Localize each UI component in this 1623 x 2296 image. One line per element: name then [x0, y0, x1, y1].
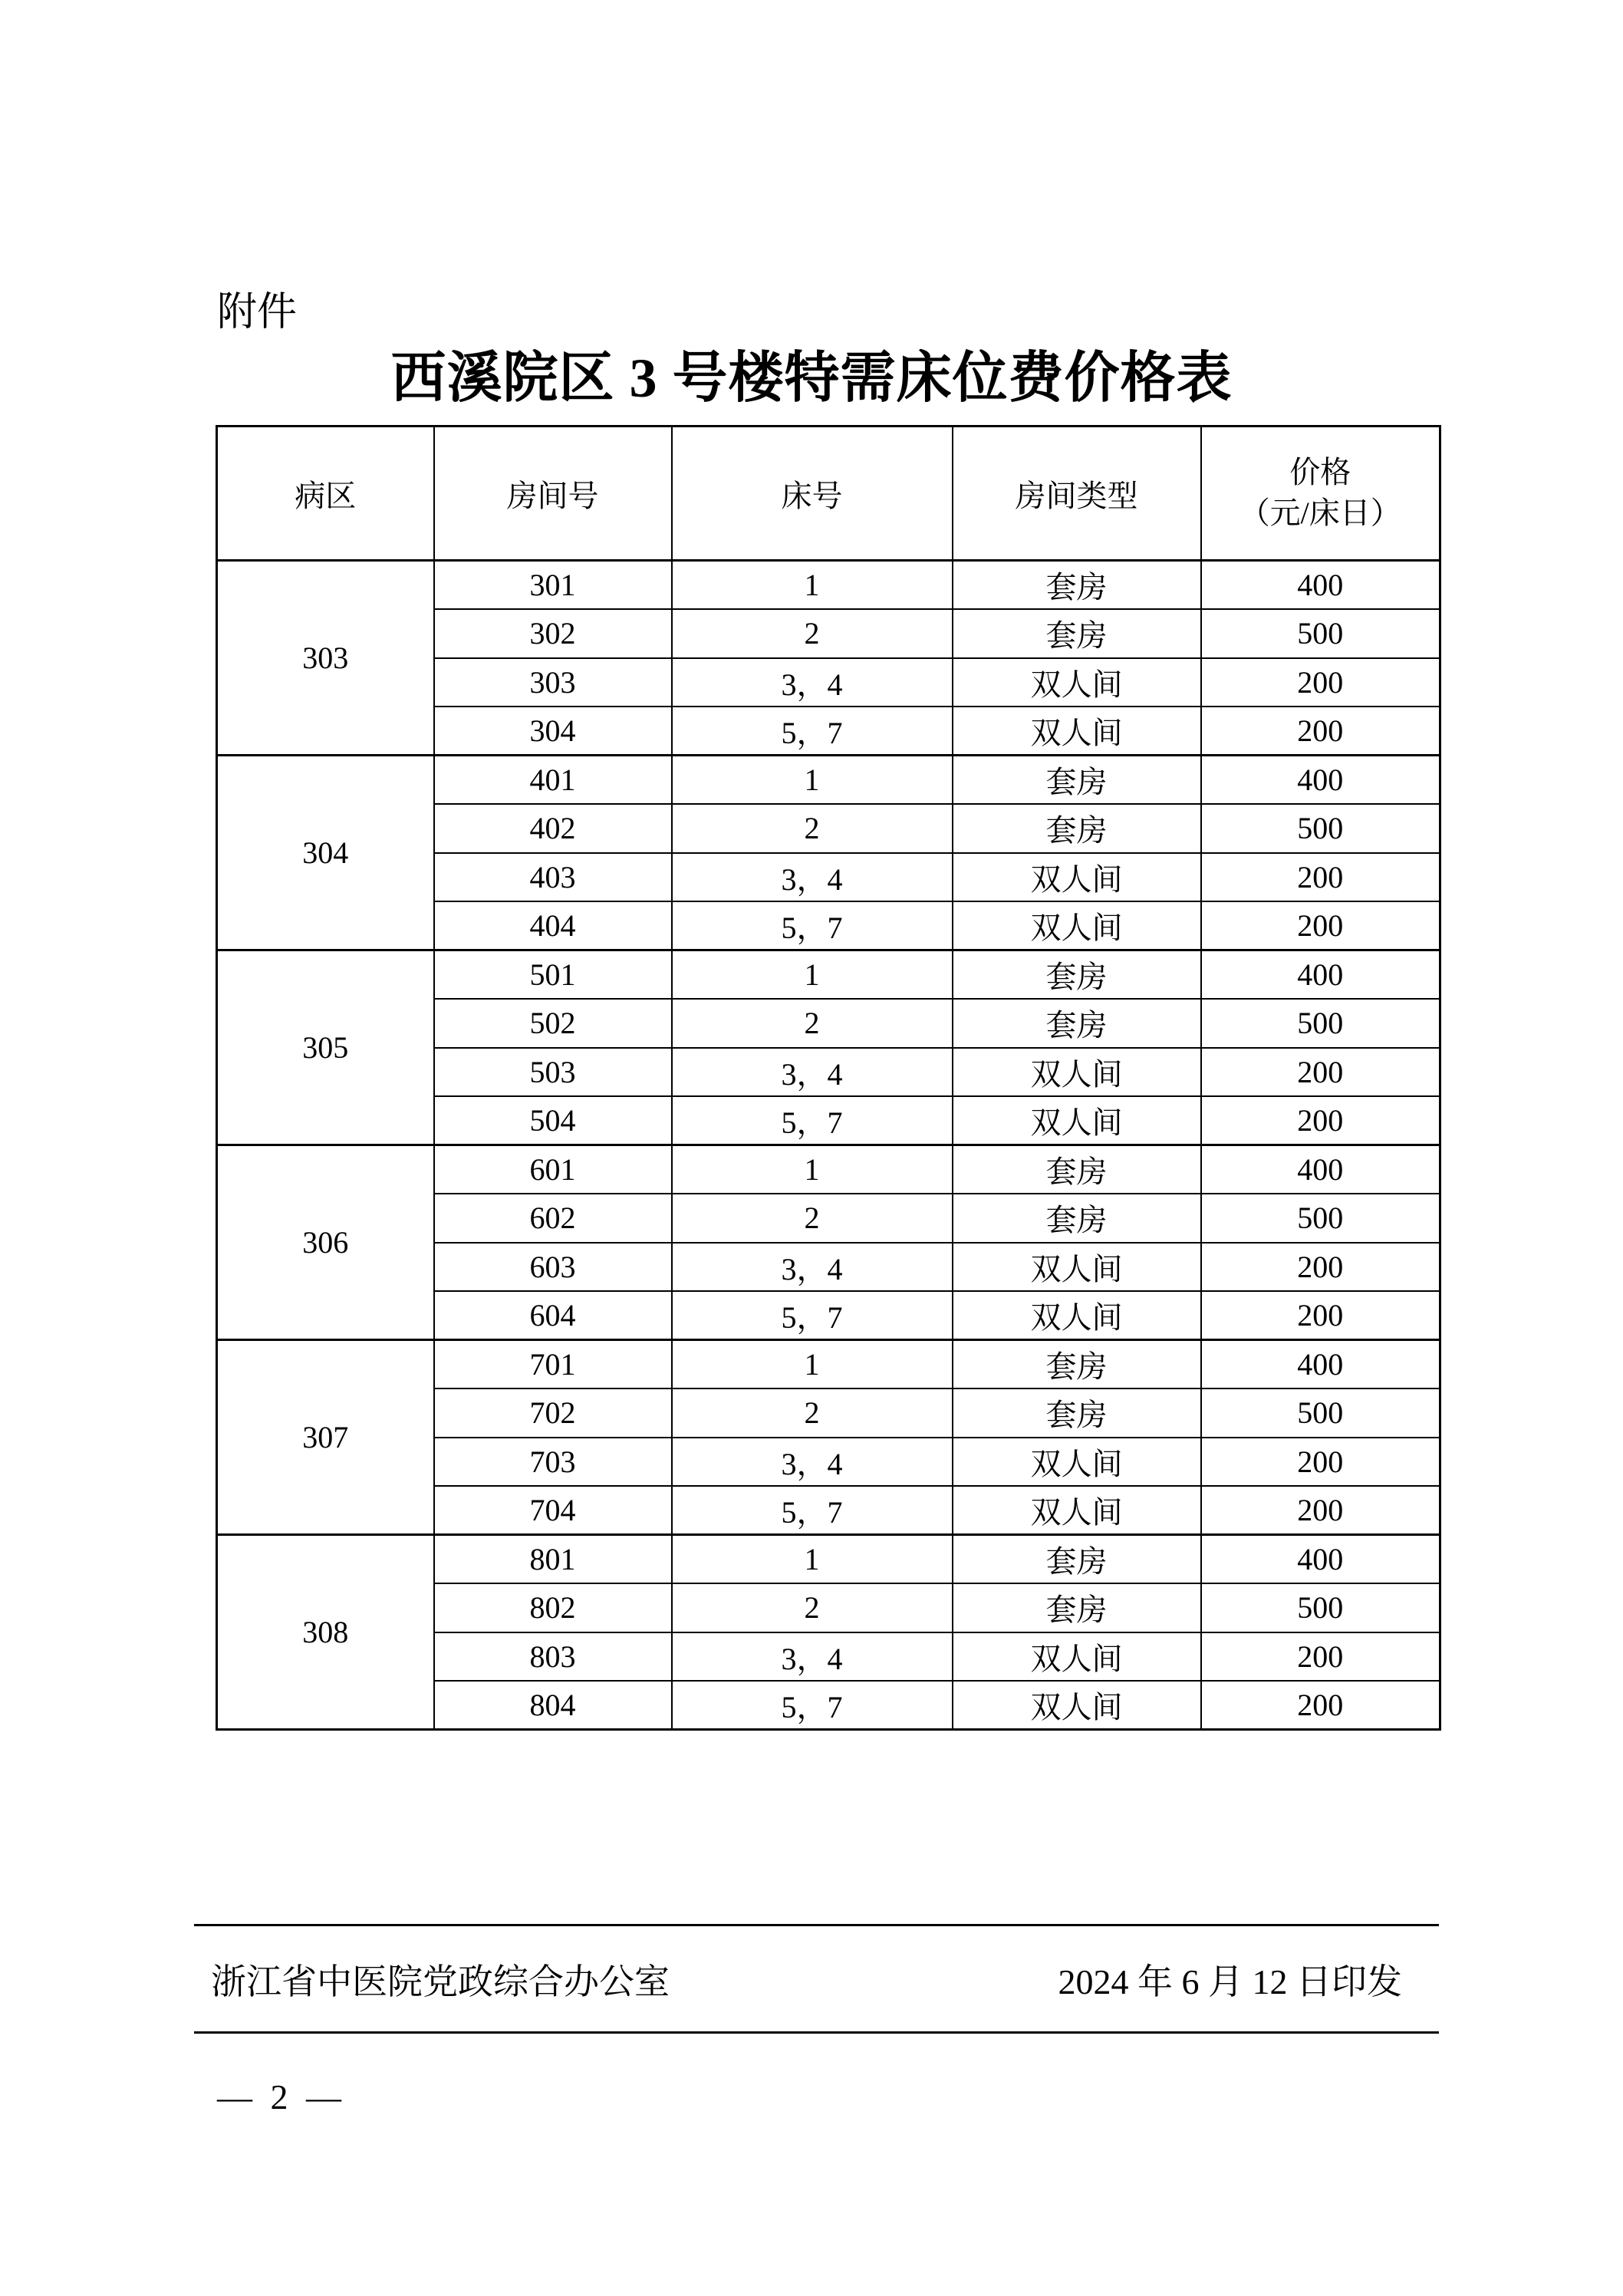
- room-cell: 702: [434, 1388, 672, 1438]
- header-ward: 病区: [217, 427, 434, 561]
- room-type-cell: 套房: [953, 1340, 1201, 1389]
- room-cell: 401: [434, 756, 672, 805]
- price-cell: 400: [1201, 1340, 1440, 1389]
- ward-cell: 307: [217, 1340, 434, 1535]
- price-cell: 500: [1201, 1388, 1440, 1438]
- header-room: 房间号: [434, 427, 672, 561]
- table-row: [217, 1340, 1440, 1389]
- room-cell: 602: [434, 1194, 672, 1243]
- ward-cell: 305: [217, 950, 434, 1145]
- table-row: [217, 561, 1440, 610]
- bed-cell: 2: [672, 1388, 953, 1438]
- room-cell: 402: [434, 804, 672, 853]
- room-cell: 802: [434, 1583, 672, 1632]
- table-header-row: [217, 427, 1440, 561]
- room-type-cell: 套房: [953, 1194, 1201, 1243]
- room-type-cell: 双人间: [953, 1096, 1201, 1145]
- room-type-cell: 双人间: [953, 1291, 1201, 1340]
- bed-cell: 5，7: [672, 1486, 953, 1535]
- bed-cell: 5，7: [672, 901, 953, 950]
- room-type-cell: 双人间: [953, 1438, 1201, 1487]
- price-cell: 200: [1201, 1096, 1440, 1145]
- room-cell: 803: [434, 1632, 672, 1682]
- price-cell: 200: [1201, 1438, 1440, 1487]
- price-cell: 400: [1201, 950, 1440, 1000]
- room-type-cell: 套房: [953, 609, 1201, 658]
- price-cell: 400: [1201, 1145, 1440, 1194]
- room-type-cell: 双人间: [953, 1048, 1201, 1097]
- room-cell: 603: [434, 1243, 672, 1292]
- price-cell: 200: [1201, 658, 1440, 707]
- ward-cell: 306: [217, 1145, 434, 1340]
- room-type-cell: 套房: [953, 1583, 1201, 1632]
- price-cell: 200: [1201, 1486, 1440, 1535]
- room-type-cell: 双人间: [953, 1486, 1201, 1535]
- room-cell: 801: [434, 1535, 672, 1584]
- room-cell: 704: [434, 1486, 672, 1535]
- bed-cell: 3，4: [672, 1048, 953, 1097]
- table-row: [217, 1145, 1440, 1194]
- bed-cell: 5，7: [672, 1291, 953, 1340]
- room-type-cell: 套房: [953, 1388, 1201, 1438]
- table-row: [217, 756, 1440, 805]
- room-type-cell: 双人间: [953, 658, 1201, 707]
- room-type-cell: 套房: [953, 804, 1201, 853]
- price-table: [216, 425, 1441, 1731]
- room-cell: 504: [434, 1096, 672, 1145]
- price-cell: 400: [1201, 756, 1440, 805]
- room-cell: 302: [434, 609, 672, 658]
- room-cell: 804: [434, 1681, 672, 1730]
- room-cell: 304: [434, 707, 672, 756]
- room-type-cell: 双人间: [953, 901, 1201, 950]
- room-cell: 404: [434, 901, 672, 950]
- bed-cell: 1: [672, 756, 953, 805]
- ward-cell: 304: [217, 756, 434, 950]
- room-cell: 703: [434, 1438, 672, 1487]
- room-type-cell: 双人间: [953, 1681, 1201, 1730]
- attachment-label: 附件: [217, 290, 298, 334]
- price-cell: 200: [1201, 1681, 1440, 1730]
- price-cell: 200: [1201, 707, 1440, 756]
- room-type-cell: 套房: [953, 756, 1201, 805]
- room-type-cell: 套房: [953, 950, 1201, 1000]
- room-type-cell: 套房: [953, 999, 1201, 1048]
- bed-cell: 5，7: [672, 1681, 953, 1730]
- header-room-type: 房间类型: [953, 427, 1201, 561]
- print-date: 2024 年 6 月 12 日印发: [1058, 1962, 1402, 2001]
- ward-cell: 308: [217, 1535, 434, 1730]
- price-cell: 400: [1201, 1535, 1440, 1584]
- bed-cell: 2: [672, 1583, 953, 1632]
- room-cell: 403: [434, 853, 672, 902]
- room-cell: 301: [434, 561, 672, 610]
- bed-cell: 3，4: [672, 1632, 953, 1682]
- bed-cell: 1: [672, 1340, 953, 1389]
- header-bed: 床号: [672, 427, 953, 561]
- bed-cell: 1: [672, 950, 953, 1000]
- price-cell: 200: [1201, 901, 1440, 950]
- footer-separator-bottom: [194, 2031, 1439, 2034]
- footer-separator-top: [194, 1924, 1439, 1926]
- page-number: — 2 —: [217, 2077, 346, 2116]
- room-type-cell: 双人间: [953, 1632, 1201, 1682]
- price-cell: 500: [1201, 999, 1440, 1048]
- issuing-office: 浙江省中医院党政综合办公室: [211, 1962, 670, 2001]
- room-cell: 501: [434, 950, 672, 1000]
- room-cell: 502: [434, 999, 672, 1048]
- table-row: [217, 950, 1440, 1000]
- room-cell: 604: [434, 1291, 672, 1340]
- room-type-cell: 套房: [953, 561, 1201, 610]
- bed-cell: 3，4: [672, 1243, 953, 1292]
- ward-cell: 303: [217, 561, 434, 756]
- bed-cell: 5，7: [672, 1096, 953, 1145]
- room-type-cell: 双人间: [953, 707, 1201, 756]
- bed-cell: 5，7: [672, 707, 953, 756]
- bed-cell: 3，4: [672, 1438, 953, 1487]
- header-price-line1: 价格: [1289, 455, 1351, 490]
- price-cell: 200: [1201, 853, 1440, 902]
- room-cell: 303: [434, 658, 672, 707]
- footer-row: [194, 1961, 1439, 2004]
- room-type-cell: 套房: [953, 1535, 1201, 1584]
- price-cell: 200: [1201, 1291, 1440, 1340]
- header-price: [1201, 427, 1440, 561]
- bed-cell: 3，4: [672, 853, 953, 902]
- bed-cell: 2: [672, 1194, 953, 1243]
- bed-cell: 1: [672, 561, 953, 610]
- table-row: [217, 1535, 1440, 1584]
- bed-cell: 1: [672, 1535, 953, 1584]
- bed-cell: 2: [672, 609, 953, 658]
- room-type-cell: 套房: [953, 1145, 1201, 1194]
- bed-cell: 2: [672, 804, 953, 853]
- room-type-cell: 双人间: [953, 1243, 1201, 1292]
- price-cell: 500: [1201, 1583, 1440, 1632]
- bed-cell: 2: [672, 999, 953, 1048]
- price-cell: 400: [1201, 561, 1440, 610]
- price-cell: 500: [1201, 609, 1440, 658]
- header-price-line2: （元/床日）: [1239, 496, 1401, 530]
- room-cell: 601: [434, 1145, 672, 1194]
- price-cell: 500: [1201, 804, 1440, 853]
- price-cell: 200: [1201, 1243, 1440, 1292]
- room-cell: 503: [434, 1048, 672, 1097]
- bed-cell: 1: [672, 1145, 953, 1194]
- price-cell: 200: [1201, 1048, 1440, 1097]
- bed-cell: 3，4: [672, 658, 953, 707]
- page-title: 西溪院区 3 号楼特需床位费价格表: [390, 348, 1233, 409]
- room-cell: 701: [434, 1340, 672, 1389]
- price-cell: 500: [1201, 1194, 1440, 1243]
- room-type-cell: 双人间: [953, 853, 1201, 902]
- price-cell: 200: [1201, 1632, 1440, 1682]
